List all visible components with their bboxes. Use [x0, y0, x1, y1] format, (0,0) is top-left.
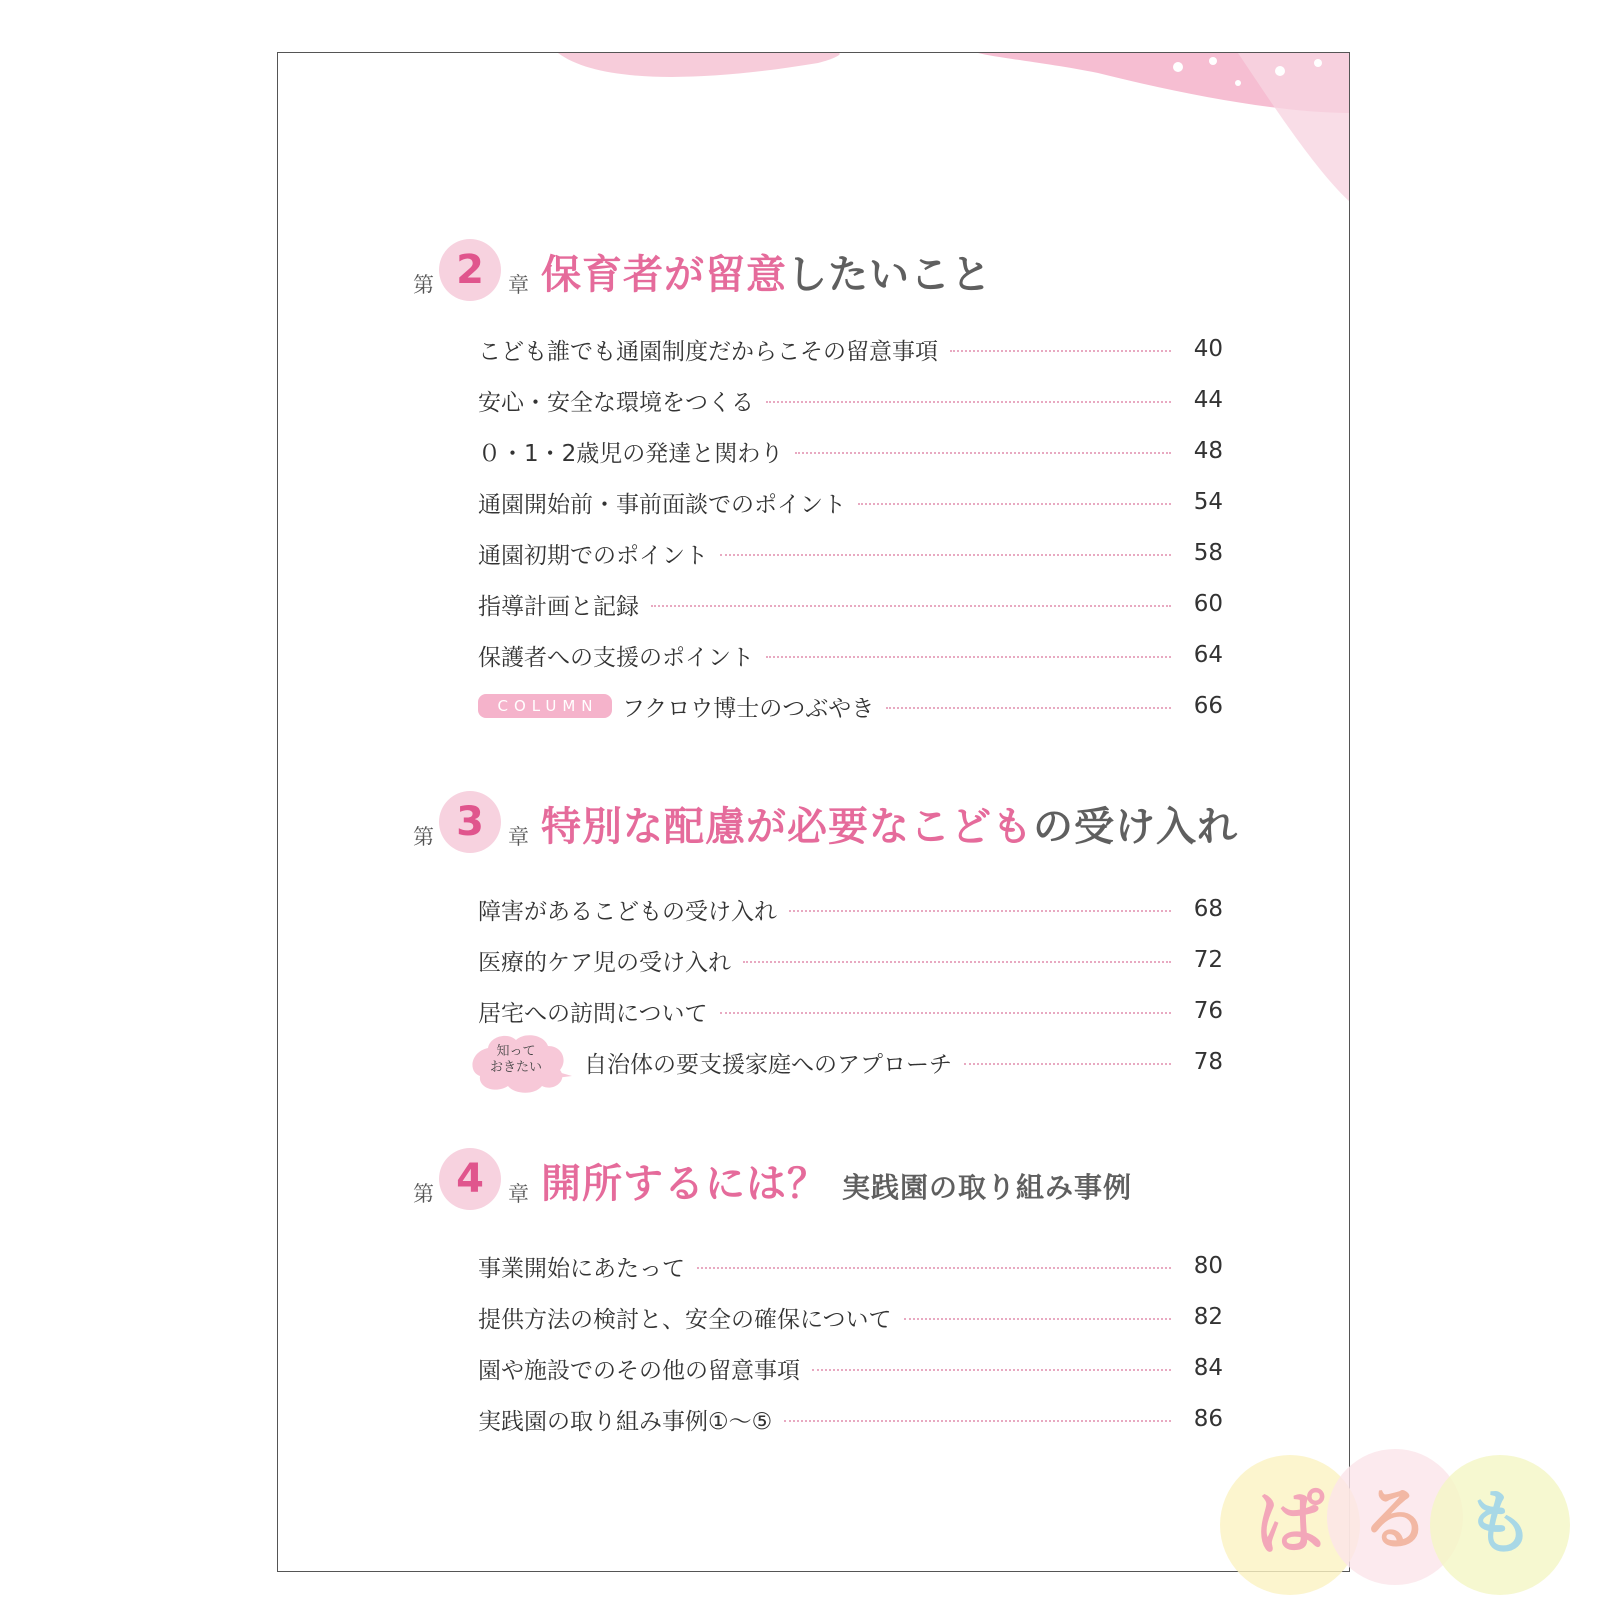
chapter-title: 開所するには？ 実践園の取り組み事例 [541, 1161, 1133, 1207]
chapter-suffix: 章 [508, 825, 529, 849]
chapter-suffix: 章 [508, 1182, 529, 1206]
chapter-number: 4 [439, 1148, 501, 1210]
toc-entry[interactable]: 通園開始前・事前面談でのポイント 54 [478, 489, 1223, 518]
toc-entry[interactable]: 事業開始にあたって 80 [478, 1253, 1223, 1282]
chapter-suffix: 章 [508, 273, 529, 297]
chapter-prefix: 第 [413, 825, 434, 849]
parumo-logo [1210, 1445, 1580, 1595]
watercolor-decoration [278, 53, 1350, 253]
svg-text:も: も [1465, 1482, 1535, 1564]
toc-entry[interactable]: こども誰でも通園制度だからこその留意事項 40 [478, 336, 1223, 365]
toc-entry-column[interactable]: COLUMN フクロウ博士のつぶやき 66 [478, 688, 1223, 724]
toc-entry[interactable]: 園や施設でのその他の留意事項 84 [478, 1355, 1223, 1384]
svg-text:ぱ: ぱ [1255, 1482, 1325, 1564]
toc-entry[interactable]: 保護者への支援のポイント 64 [478, 642, 1223, 671]
toc-entry[interactable]: 実践園の取り組み事例①～⑤ 86 [478, 1406, 1223, 1435]
toc-entry-shitte[interactable]: 知って おきたい 自治体の要支援家庭へのアプローチ 78 [468, 1044, 1223, 1080]
toc-entry[interactable]: 障害があるこどもの受け入れ 68 [478, 896, 1223, 925]
chapter-number: 2 [439, 239, 501, 301]
toc-entry[interactable]: ０・1・2歳児の発達と関わり 48 [478, 438, 1223, 467]
toc-entry[interactable]: 指導計画と記録 60 [478, 591, 1223, 620]
chapter-prefix: 第 [413, 1182, 434, 1206]
chapter-title: 特別な配慮が必要なこどもの受け入れ [541, 804, 1238, 850]
column-badge: COLUMN [478, 694, 612, 718]
toc-entry[interactable]: 安心・安全な環境をつくる 44 [478, 387, 1223, 416]
chapter-prefix: 第 [413, 273, 434, 297]
toc-entry[interactable]: 居宅への訪問について 76 [478, 998, 1223, 1027]
shitte-okitai-cloud: 知って おきたい [468, 1030, 572, 1094]
svg-text:る: る [1360, 1478, 1430, 1560]
toc-entry[interactable]: 通園初期でのポイント 58 [478, 540, 1223, 569]
toc-entry[interactable]: 提供方法の検討と、安全の確保について 82 [478, 1304, 1223, 1333]
chapter-title: 保育者が留意したいこと [541, 252, 992, 298]
chapter-number: 3 [439, 791, 501, 853]
toc-entry[interactable]: 医療的ケア児の受け入れ 72 [478, 947, 1223, 976]
toc-page [277, 52, 1350, 1572]
